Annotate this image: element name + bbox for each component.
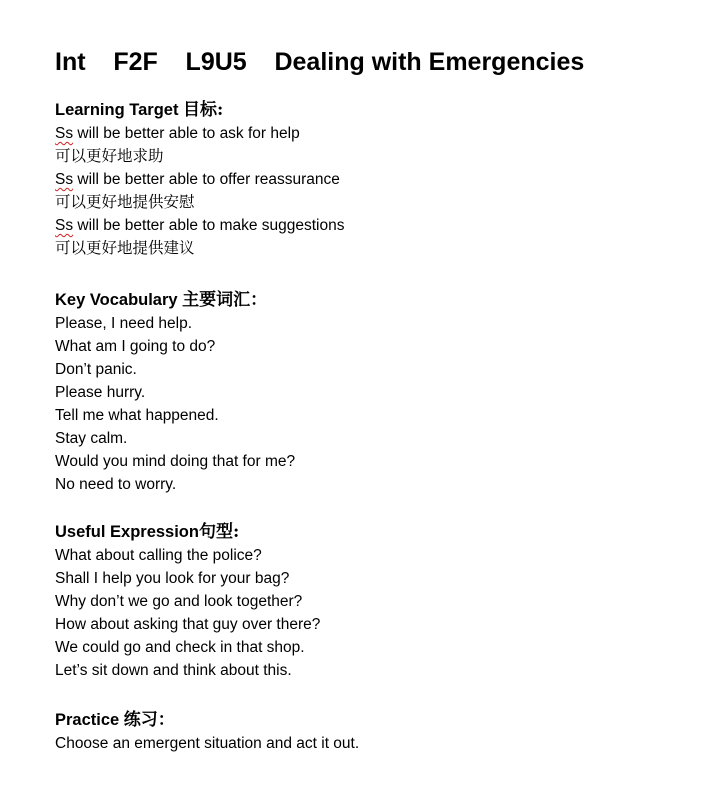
learning-target-line-rest: will be better able to make suggestions [73, 217, 345, 234]
learning-target-line-cn: 可以更好地提供建议 [55, 239, 195, 257]
vocabulary-item: Would you mind doing that for me? [55, 453, 296, 470]
learning-target-line [55, 214, 675, 237]
practice-heading-cn: 练习： [123, 710, 175, 730]
vocabulary-item: Tell me what happened. [55, 407, 219, 424]
learning-target-heading [55, 98, 675, 122]
learning-target-line [55, 122, 675, 145]
learning-target-line [55, 168, 675, 191]
expression-item: Shall I help you look for your bag? [55, 570, 290, 587]
practice-heading-en: Practice [55, 711, 124, 729]
practice-section [55, 708, 675, 755]
vocabulary-item: Stay calm. [55, 430, 128, 447]
key-vocabulary-heading [55, 288, 675, 312]
spellcheck-marked-word: Ss [55, 171, 74, 188]
key-vocabulary-section [55, 288, 675, 496]
vocabulary-item: What am I going to do? [55, 338, 216, 355]
expression-item: Let’s sit down and think about this. [55, 662, 292, 679]
learning-target-heading-cn: 目标: [183, 100, 224, 120]
useful-expression-heading-en: Useful Expression [55, 523, 199, 541]
learning-target-line-rest: will be better able to ask for help [73, 125, 300, 142]
learning-target-line-cn: 可以更好地求助 [55, 147, 164, 165]
expression-item: We could go and check in that shop. [55, 639, 305, 656]
vocabulary-item: Don’t panic. [55, 361, 137, 378]
vocabulary-item: Please, I need help. [55, 315, 193, 332]
useful-expression-section [55, 520, 675, 682]
practice-heading [55, 708, 675, 732]
document-title: Int F2F L9U5 Dealing with Emergencies [55, 48, 585, 76]
document-page [55, 44, 675, 755]
spellcheck-marked-word: Ss [55, 217, 74, 234]
practice-item: Choose an emergent situation and act it out. [55, 735, 360, 752]
expression-item: What about calling the police? [55, 547, 262, 564]
expression-item: How about asking that guy over there? [55, 616, 321, 633]
useful-expression-heading-cn: 句型: [198, 522, 240, 542]
learning-target-heading-en: Learning Target [55, 101, 184, 119]
learning-target-line-rest: will be better able to offer reassurance [73, 171, 340, 188]
vocabulary-item: Please hurry. [55, 384, 146, 401]
learning-target-line-cn: 可以更好地提供安慰 [55, 193, 195, 211]
vocabulary-item: No need to worry. [55, 476, 177, 493]
spellcheck-marked-word: Ss [55, 125, 74, 142]
useful-expression-heading [55, 520, 675, 544]
key-vocabulary-heading-cn: 主要词汇： [182, 290, 268, 310]
learning-target-section [55, 98, 675, 260]
expression-item: Why don’t we go and look together? [55, 593, 303, 610]
key-vocabulary-heading-en: Key Vocabulary [55, 291, 183, 309]
